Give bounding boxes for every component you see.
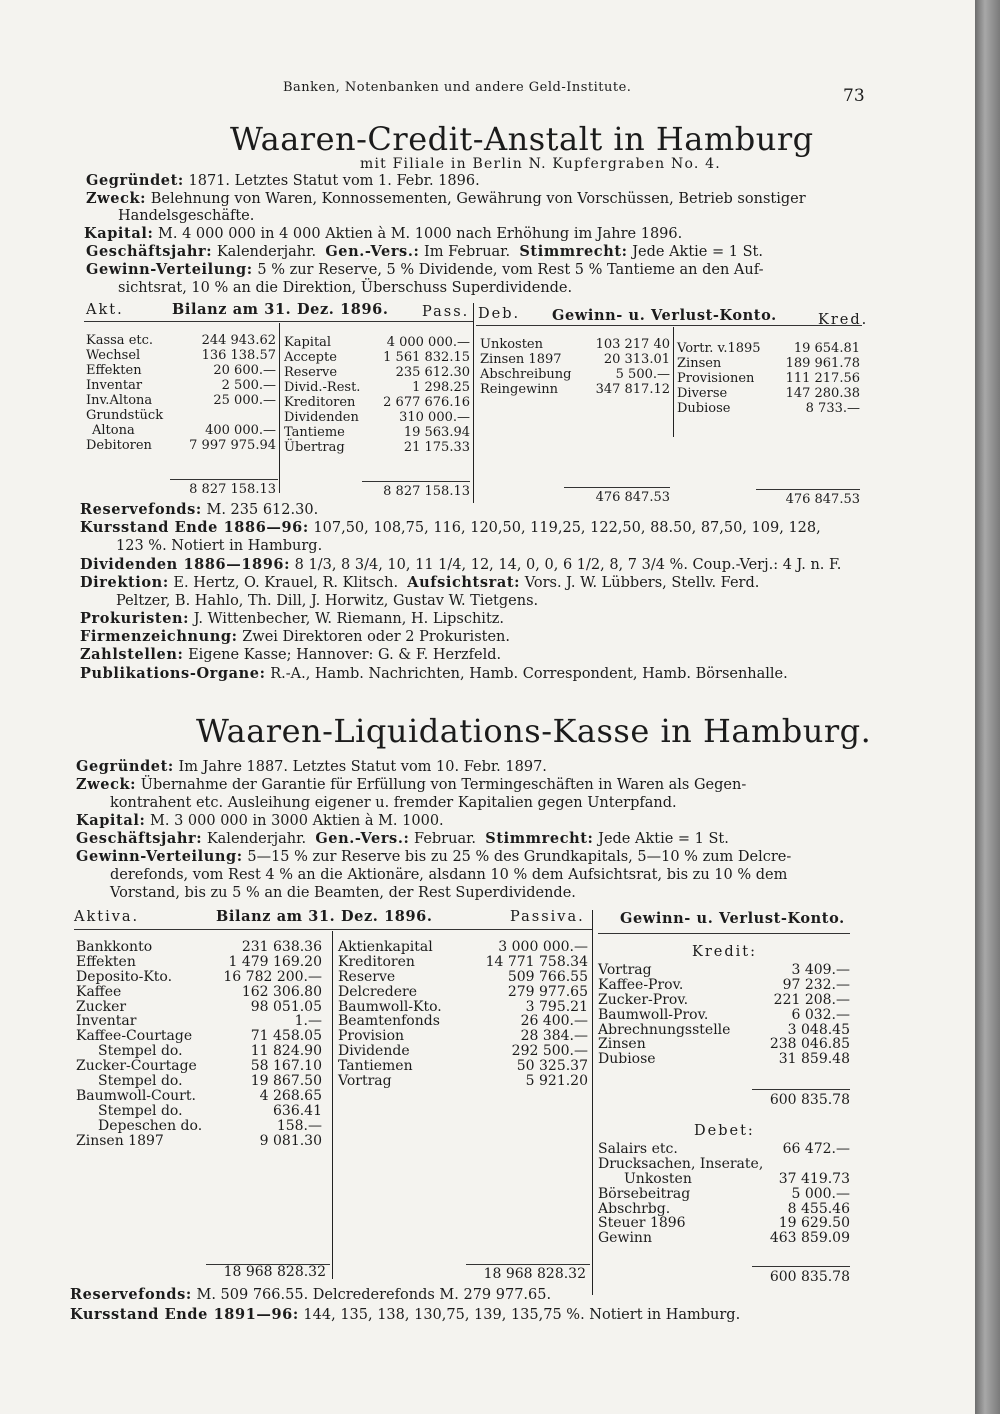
s1-kredit-row: Zinsen bbox=[677, 356, 722, 371]
s1-passiva-row: Kapital bbox=[284, 335, 332, 350]
s2-passiva-value: 5 921.20 bbox=[525, 1073, 588, 1090]
s1-passiva-row: Übertrag bbox=[284, 440, 345, 455]
s1-aktiva-row: Inventar bbox=[86, 378, 143, 393]
s1-debet-total: 476 847.53 bbox=[595, 490, 670, 505]
s1-debet-value: 5 500.— bbox=[615, 367, 670, 382]
s2-bilanz-title: Bilanz am 31. Dez. 1896. bbox=[216, 908, 433, 925]
s2-kredit-row: Kaffee-Prov. bbox=[598, 976, 684, 993]
s2-aktiva-row: Zucker bbox=[76, 998, 127, 1015]
s1-passiva-value: 21 175.33 bbox=[403, 440, 470, 455]
s2-zweck bbox=[76, 777, 746, 793]
s2-gv-label: Gen.-Vers.: bbox=[315, 830, 410, 847]
s2-kredit-row: Baumwoll-Prov. bbox=[598, 1006, 709, 1023]
s2-kredit-values bbox=[752, 963, 850, 1067]
s2-kredit-row: Zinsen bbox=[598, 1036, 646, 1053]
s1-zahlstellen bbox=[80, 647, 501, 663]
s2-debet-value bbox=[752, 1157, 850, 1172]
s2-kredit-row: Zucker-Prov. bbox=[598, 991, 689, 1008]
s1-aktiva-row: Effekten bbox=[86, 363, 142, 378]
s1-gegruendet-text: 1871. Letztes Statut vom 1. Febr. 1896. bbox=[188, 173, 480, 189]
s1-gewinn-label: Gewinn-Verteilung: bbox=[86, 261, 253, 278]
s1-aktiva-value: 25 000.— bbox=[213, 393, 276, 408]
s1-aktiva-value: 136 138.57 bbox=[201, 348, 276, 363]
s2-guv-title: Gewinn- u. Verlust-Konto. bbox=[620, 910, 845, 927]
s2-aktiva-row: Stempel do. bbox=[98, 1043, 183, 1060]
s1-debet-row: Reingewinn bbox=[480, 382, 559, 397]
s2-aktiva-total: 18 968 828.32 bbox=[223, 1264, 326, 1280]
s2-aktiva-row: Stempel do. bbox=[98, 1073, 183, 1090]
s2-zweck-label: Zweck: bbox=[76, 776, 137, 793]
s1-guv-divider bbox=[673, 327, 674, 437]
s1-kredit-row: Diverse bbox=[677, 386, 728, 401]
s1-kredit-names bbox=[677, 341, 761, 416]
s2-aktiva-row: Bankkonto bbox=[76, 939, 153, 955]
s2-passiva-value: 3 000 000.— bbox=[498, 939, 588, 955]
s1-gewinn-cont: sichtsrat, 10 % an die Direktion, Überschuss Superdividende. bbox=[118, 280, 573, 296]
s1-debet-row: Zinsen 1897 bbox=[480, 352, 562, 367]
s1-div-label: Dividenden 1886—1896: bbox=[80, 556, 291, 573]
s2-geschaeftsjahr bbox=[76, 831, 729, 847]
s2-kredit-value: 221 208.— bbox=[773, 991, 850, 1008]
s1-zahl-label: Zahlstellen: bbox=[80, 646, 184, 663]
s1-debet-value: 20 313.01 bbox=[603, 352, 670, 367]
s2-kredit-value: 97 232.— bbox=[782, 976, 850, 993]
s1-passiva-values bbox=[362, 335, 470, 455]
s1-prok-text: J. Wittenbecher, W. Riemann, H. Lipschitz. bbox=[193, 611, 505, 627]
s2-gegruendet-text: Im Jahre 1887. Letztes Statut vom 10. Febr. 1897. bbox=[178, 759, 547, 775]
s1-kredit-value: 8 733.— bbox=[805, 401, 860, 416]
s2-kredit-value: 238 046.85 bbox=[769, 1036, 850, 1053]
s2-aktiva-row: Deposito-Kto. bbox=[76, 968, 173, 985]
s2-debet-total: 600 835.78 bbox=[769, 1269, 850, 1285]
s2-kredit-value: 31 859.48 bbox=[778, 1051, 850, 1068]
s1-gv-label: Gen.-Vers.: bbox=[325, 243, 420, 260]
s1-debet-names bbox=[480, 337, 572, 397]
s1-kredit-row: Provisionen bbox=[677, 371, 755, 386]
s2-passiva-row: Beamtenfonds bbox=[338, 1013, 440, 1030]
s1-debet-value: 103 217 40 bbox=[595, 337, 670, 352]
s1-aktiva-total-rule bbox=[170, 479, 278, 480]
s1-geschaeftsjahr bbox=[86, 244, 763, 260]
s1-kredit-row: Dubiose bbox=[677, 401, 731, 416]
s2-aktiva-row: Zucker-Courtage bbox=[76, 1058, 197, 1075]
s2-guv-rule bbox=[598, 933, 850, 934]
s2-kurs-label: Kursstand Ende 1891—96: bbox=[70, 1306, 299, 1323]
s1-zweck-cont: Handelsgeschäfte. bbox=[118, 208, 255, 224]
s2-bilanz-divider bbox=[332, 931, 333, 1279]
s1-dividenden bbox=[80, 557, 841, 573]
page-number: 73 bbox=[843, 86, 865, 106]
s1-kredit-value: 111 217.56 bbox=[785, 371, 860, 386]
s1-kredit-label: Kred. bbox=[818, 312, 869, 328]
s2-passiva-value: 26 400.— bbox=[520, 1013, 588, 1030]
s1-aktiva-names bbox=[86, 333, 163, 453]
s2-gewinn-cont-1: derefonds, vom Rest 4 % an die Aktionäre, alsdann 10 % dem Aufsichtsrat, bis zu 10 % dem bbox=[110, 867, 788, 883]
s1-debet-value: 347 817.12 bbox=[595, 382, 670, 397]
s2-reserve-text: M. 509 766.55. Delcrederefonds M. 279 977.65. bbox=[196, 1287, 552, 1303]
s1-dir-text: E. Hertz, O. Krauel, R. Klitsch. bbox=[173, 575, 399, 591]
s2-passiva-values bbox=[466, 940, 588, 1089]
s2-aktiva-value: 98 051.05 bbox=[250, 998, 322, 1015]
s1-bilanz-title: Bilanz am 31. Dez. 1896. bbox=[172, 301, 389, 318]
s2-aktiva-row: Inventar bbox=[76, 1013, 137, 1030]
s1-reservefonds-label: Reservefonds: bbox=[80, 501, 202, 518]
s1-direktion bbox=[80, 575, 759, 591]
s2-gj-text: Kalenderjahr. bbox=[206, 831, 307, 847]
s2-aktiva-row: Kaffee bbox=[76, 983, 122, 1000]
s2-debet-value: 37 419.73 bbox=[778, 1170, 850, 1187]
s1-gegruendet bbox=[86, 173, 480, 189]
s1-kapital-text: M. 4 000 000 in 4 000 Aktien à M. 1000 nach Erhöhung im Jahre 1896. bbox=[158, 226, 683, 242]
s2-kapital bbox=[76, 813, 444, 829]
s2-kapital-text: M. 3 000 000 in 3000 Aktien à M. 1000. bbox=[150, 813, 444, 829]
s2-section-divider bbox=[592, 910, 593, 1295]
s1-bilanz-divider bbox=[279, 323, 280, 493]
s1-passiva-value: 19 563.94 bbox=[403, 425, 470, 440]
s1-passiva-row: Reserve bbox=[284, 365, 338, 380]
s2-kredit-value: 6 032.— bbox=[791, 1006, 850, 1023]
s2-aktiva-row: Stempel do. bbox=[98, 1102, 183, 1119]
s1-debet-total-rule bbox=[564, 487, 670, 488]
s1-reservefonds-text: M. 235 612.30. bbox=[206, 502, 319, 518]
s2-passiva-row: Aktienkapital bbox=[338, 939, 433, 955]
s1-zweck bbox=[86, 191, 806, 207]
s2-passiva-row: Dividende bbox=[338, 1043, 410, 1060]
s2-kredit-row: Vortrag bbox=[598, 962, 652, 978]
s1-kredit-total-rule bbox=[756, 489, 860, 490]
s1-aktiva-row: Kassa etc. bbox=[86, 333, 154, 348]
s1-passiva-row: Divid.-Rest. bbox=[284, 380, 361, 395]
s1-aktiva-value bbox=[170, 408, 276, 423]
s1-aktiva-value: 2 500.— bbox=[221, 378, 276, 393]
s1-passiva-value: 310 000.— bbox=[399, 410, 470, 425]
s2-aktiva-value: 1 479 169.20 bbox=[228, 953, 322, 970]
s2-aktiva-row: Depeschen do. bbox=[98, 1117, 203, 1134]
s2-debet-row: Steuer 1896 bbox=[598, 1215, 686, 1232]
s1-kapital bbox=[84, 226, 682, 242]
s2-kredit-value: 3 048.45 bbox=[787, 1021, 850, 1038]
s2-passiva-row: Kreditoren bbox=[338, 953, 415, 970]
s1-kurs-text: 107,50, 108,75, 116, 120,50, 119,25, 122,50, 88.50, 87,50, 109, 128, bbox=[313, 520, 821, 536]
s2-debet-label: Debet: bbox=[694, 1123, 755, 1139]
s2-gj-label: Geschäftsjahr: bbox=[76, 830, 203, 847]
s2-kredit-names bbox=[598, 963, 730, 1067]
s1-aktiva-values bbox=[170, 333, 276, 453]
s1-div-text: 8 1/3, 8 3/4, 10, 11 1/4, 12, 14, 0, 0, 6 1/2, 8, 7 3/4 %. Coup.-Verj.: 4 J. n. F. bbox=[294, 557, 842, 573]
s1-gj-text: Kalenderjahr. bbox=[216, 244, 317, 260]
s2-aktiva-row: Effekten bbox=[76, 953, 136, 970]
s1-firmenzeichnung bbox=[80, 629, 510, 645]
s2-passiva-value: 14 771 758.34 bbox=[485, 953, 588, 970]
s2-passiva-total-rule bbox=[466, 1264, 590, 1265]
page-edge-shadow bbox=[975, 0, 1000, 1414]
s2-aktiva-value: 231 638.36 bbox=[241, 939, 322, 955]
s2-gewinn-verteilung bbox=[76, 849, 791, 865]
s2-aktiva-names bbox=[76, 940, 202, 1148]
s1-kurs-cont: 123 %. Notiert in Hamburg. bbox=[116, 538, 323, 554]
s2-aktiva-value: 71 458.05 bbox=[250, 1028, 322, 1045]
s1-kredit-values bbox=[756, 341, 860, 416]
s2-debet-value: 19 629.50 bbox=[778, 1215, 850, 1232]
s2-aktiva-value: 636.41 bbox=[273, 1102, 322, 1119]
s2-kredit-row: Abrechnungsstelle bbox=[598, 1021, 731, 1038]
s2-aktiva-values bbox=[206, 940, 322, 1148]
s2-gewinn-text: 5—15 % zur Reserve bis zu 25 % des Grundkapitals, 5—10 % zum Delcre- bbox=[247, 849, 792, 865]
s1-publikations-organe bbox=[80, 666, 788, 682]
s2-kredit-total-rule bbox=[752, 1089, 850, 1090]
s1-st-label: Stimmrecht: bbox=[519, 243, 628, 260]
s2-gegruendet bbox=[76, 759, 547, 775]
s2-kredit-value: 3 409.— bbox=[791, 962, 850, 978]
s1-kurs-label: Kursstand Ende 1886—96: bbox=[80, 519, 309, 536]
s2-passiva-row: Delcredere bbox=[338, 983, 418, 1000]
s1-prokuristen bbox=[80, 611, 504, 627]
section-2-title: Waaren-Liquidations-Kasse in Hamburg. bbox=[196, 712, 872, 750]
s2-aktiva-row: Zinsen 1897 bbox=[76, 1132, 164, 1149]
s2-aktiva-value: 1.— bbox=[294, 1013, 322, 1030]
s1-debet-row: Unkosten bbox=[480, 337, 543, 352]
s2-debet-value: 8 455.46 bbox=[787, 1200, 850, 1217]
s1-passiva-row: Dividenden bbox=[284, 410, 359, 425]
s1-debet-label: Deb. bbox=[478, 306, 521, 322]
s2-aktiva-value: 158.— bbox=[276, 1117, 322, 1134]
s1-gj-label: Geschäftsjahr: bbox=[86, 243, 213, 260]
s2-kursstand bbox=[70, 1307, 740, 1323]
s1-kapital-label: Kapital: bbox=[84, 225, 154, 242]
s2-debet-values bbox=[752, 1142, 850, 1246]
s2-gegruendet-label: Gegründet: bbox=[76, 758, 174, 775]
s1-passiva-total: 8 827 158.13 bbox=[383, 484, 470, 499]
s2-aktiva-value: 9 081.30 bbox=[259, 1132, 322, 1149]
s2-zweck-cont: kontrahent etc. Ausleihung eigener u. fremder Kapitalien gegen Unterpfand. bbox=[110, 795, 677, 811]
s1-st-text: Jede Aktie = 1 St. bbox=[632, 244, 763, 260]
s1-guv-title: Gewinn- u. Verlust-Konto. bbox=[552, 307, 777, 324]
s1-passiva-names bbox=[284, 335, 360, 455]
s1-aktiva-value: 20 600.— bbox=[213, 363, 276, 378]
s1-prok-label: Prokuristen: bbox=[80, 610, 190, 627]
s2-debet-names bbox=[598, 1142, 763, 1246]
s1-passiva-label: Pass. bbox=[422, 304, 470, 320]
s2-debet-row: Drucksachen, Inserate, bbox=[598, 1155, 764, 1172]
s1-passiva-row: Tantieme bbox=[284, 425, 345, 440]
s1-auf-label: Aufsichtsrat: bbox=[407, 574, 521, 591]
s1-gewinn-verteilung bbox=[86, 262, 764, 278]
s1-aktiva-total: 8 827 158.13 bbox=[189, 482, 276, 497]
s1-aktiva-value: 244 943.62 bbox=[201, 333, 276, 348]
s2-bilanz-rule bbox=[74, 929, 592, 930]
s2-passiva-label: Passiva. bbox=[510, 909, 585, 925]
s1-passiva-value: 235 612.30 bbox=[395, 365, 470, 380]
s1-passiva-value: 1 561 832.15 bbox=[383, 350, 470, 365]
s1-gegruendet-label: Gegründet: bbox=[86, 172, 184, 189]
s1-aktiva-row: Wechsel bbox=[86, 348, 141, 363]
s2-aktiva-value: 16 782 200.— bbox=[223, 968, 322, 985]
s1-debet-values bbox=[562, 337, 670, 397]
s1-bilanz-rule bbox=[84, 321, 474, 322]
s1-aktiva-value: 7 997 975.94 bbox=[189, 438, 276, 453]
s1-kursstand bbox=[80, 520, 821, 536]
s1-zahl-text: Eigene Kasse; Hannover: G. & F. Herzfeld. bbox=[188, 647, 502, 663]
s2-debet-row: Gewinn bbox=[598, 1230, 652, 1247]
s1-publ-text: R.-A., Hamb. Nachrichten, Hamb. Correspondent, Hamb. Börsenhalle. bbox=[270, 666, 788, 682]
running-header: Banken, Notenbanken und andere Geld-Institute. bbox=[283, 80, 632, 95]
s2-kredit-row: Dubiose bbox=[598, 1051, 656, 1068]
s2-aktiva-value: 11 824.90 bbox=[250, 1043, 322, 1060]
s1-kredit-value: 147 280.38 bbox=[785, 386, 860, 401]
s1-passiva-value: 2 677 676.16 bbox=[383, 395, 470, 410]
s1-reservefonds bbox=[80, 502, 318, 518]
s1-kredit-value: 19 654.81 bbox=[793, 341, 860, 356]
s2-passiva-row: Reserve bbox=[338, 968, 396, 985]
section-1-title: Waaren-Credit-Anstalt in Hamburg bbox=[230, 120, 814, 158]
s1-aktiva-row: Inv.Altona bbox=[86, 393, 153, 408]
s2-kapital-label: Kapital: bbox=[76, 812, 146, 829]
s1-publ-label: Publikations-Organe: bbox=[80, 665, 266, 682]
s2-aktiva-value: 4 268.65 bbox=[259, 1087, 322, 1104]
s2-passiva-row: Provision bbox=[338, 1028, 405, 1045]
s1-auf-cont: Peltzer, B. Hahlo, Th. Dill, J. Horwitz, Gustav W. Tietgens. bbox=[116, 593, 539, 609]
s1-kredit-value: 189 961.78 bbox=[785, 356, 860, 371]
s1-guv-rule bbox=[476, 325, 862, 326]
s1-aktiva-row: Grundstück bbox=[86, 408, 164, 423]
s2-passiva-names bbox=[338, 940, 442, 1089]
s2-passiva-row: Tantiemen bbox=[338, 1058, 413, 1075]
s1-section-divider bbox=[473, 303, 474, 503]
s2-passiva-total: 18 968 828.32 bbox=[483, 1266, 586, 1282]
s1-firm-text: Zwei Direktoren oder 2 Prokuristen. bbox=[242, 629, 510, 645]
section-1-subtitle: mit Filiale in Berlin N. Kupfergraben No. 4. bbox=[360, 156, 721, 172]
s1-aktiva-label: Akt. bbox=[86, 302, 124, 318]
s2-passiva-value: 509 766.55 bbox=[507, 968, 588, 985]
s2-zweck-text: Übernahme der Garantie für Erfüllung von Termingeschäften in Waren als Gegen- bbox=[140, 777, 747, 793]
s1-kredit-total: 476 847.53 bbox=[785, 492, 860, 507]
s1-firm-label: Firmenzeichnung: bbox=[80, 628, 238, 645]
s1-zweck-label: Zweck: bbox=[86, 190, 147, 207]
s2-passiva-value: 279 977.65 bbox=[507, 983, 588, 1000]
s2-gewinn-label: Gewinn-Verteilung: bbox=[76, 848, 243, 865]
s2-kredit-label: Kredit: bbox=[692, 944, 757, 960]
s2-st-label: Stimmrecht: bbox=[485, 830, 594, 847]
s1-kredit-row: Vortr. v.1895 bbox=[677, 341, 761, 356]
s1-passiva-value: 1 298.25 bbox=[412, 380, 470, 395]
s2-aktiva-label: Aktiva. bbox=[74, 909, 140, 925]
s1-passiva-row: Accepte bbox=[284, 350, 337, 365]
s1-zweck-text: Belehnung von Waren, Konnossementen, Gewährung von Vorschüssen, Betrieb sonstiger bbox=[150, 191, 806, 207]
s1-passiva-row: Kreditoren bbox=[284, 395, 356, 410]
s2-aktiva-row: Baumwoll-Court. bbox=[76, 1087, 196, 1104]
s2-debet-row: Börsebeitrag bbox=[598, 1185, 691, 1202]
s1-passiva-value: 4 000 000.— bbox=[386, 335, 470, 350]
s2-debet-row: Salairs etc. bbox=[598, 1141, 678, 1157]
s2-passiva-value: 292 500.— bbox=[511, 1043, 588, 1060]
s2-aktiva-value: 162 306.80 bbox=[241, 983, 322, 1000]
s2-debet-row: Abschrbg. bbox=[598, 1200, 671, 1217]
s2-kurs-text: 144, 135, 138, 130,75, 139, 135,75 %. Notiert in Hamburg. bbox=[303, 1307, 741, 1323]
s2-aktiva-value: 58 167.10 bbox=[250, 1058, 322, 1075]
s2-gv-text: Februar. bbox=[414, 831, 477, 847]
s2-reservefonds bbox=[70, 1287, 551, 1303]
s2-debet-row: Unkosten bbox=[624, 1170, 692, 1187]
s1-aktiva-value: 400 000.— bbox=[205, 423, 276, 438]
s1-gv-text: Im Februar. bbox=[424, 244, 511, 260]
s2-aktiva-value: 19 867.50 bbox=[250, 1073, 322, 1090]
s1-passiva-total-rule bbox=[362, 481, 470, 482]
s2-passiva-value: 50 325.37 bbox=[516, 1058, 588, 1075]
s2-passiva-row: Vortrag bbox=[338, 1073, 392, 1090]
s1-dir-label: Direktion: bbox=[80, 574, 169, 591]
s2-kredit-total: 600 835.78 bbox=[769, 1092, 850, 1108]
s2-passiva-value: 3 795.21 bbox=[525, 998, 588, 1015]
s2-debet-total-rule bbox=[752, 1266, 850, 1267]
s1-auf-text: Vors. J. W. Lübbers, Stellv. Ferd. bbox=[524, 575, 760, 591]
s2-aktiva-row: Kaffee-Courtage bbox=[76, 1028, 193, 1045]
s2-reserve-label: Reservefonds: bbox=[70, 1286, 192, 1303]
s2-debet-value: 66 472.— bbox=[782, 1141, 850, 1157]
s2-gewinn-cont-2: Vorstand, bis zu 5 % an die Beamten, der Rest Superdividende. bbox=[110, 885, 576, 901]
s2-passiva-value: 28 384.— bbox=[520, 1028, 588, 1045]
s1-debet-row: Abschreibung bbox=[480, 367, 572, 382]
s1-aktiva-row: Altona bbox=[92, 423, 135, 438]
s1-gewinn-text: 5 % zur Reserve, 5 % Dividende, vom Rest 5 % Tantieme an den Auf- bbox=[257, 262, 764, 278]
s2-debet-value: 463 859.09 bbox=[769, 1230, 850, 1247]
s2-st-text: Jede Aktie = 1 St. bbox=[598, 831, 729, 847]
s2-debet-value: 5 000.— bbox=[791, 1185, 850, 1202]
s1-aktiva-row: Debitoren bbox=[86, 438, 152, 453]
s2-passiva-row: Baumwoll-Kto. bbox=[338, 998, 442, 1015]
